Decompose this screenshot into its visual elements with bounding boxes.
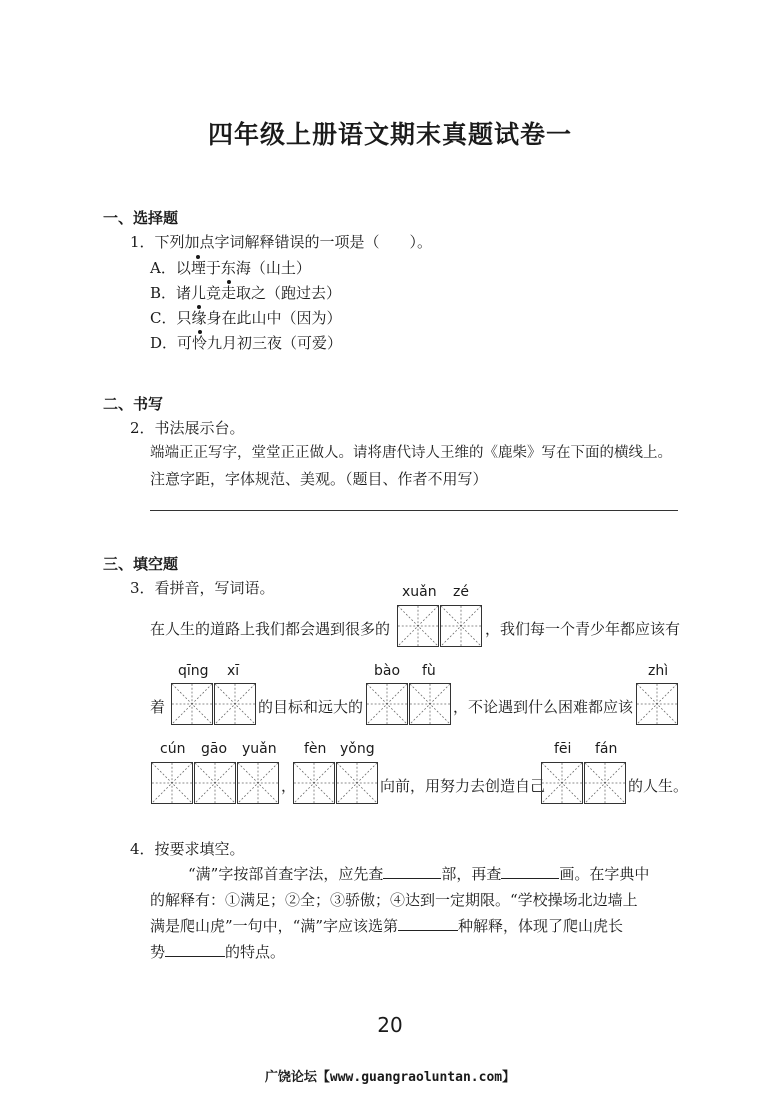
option-d-pre: D．可 — [150, 334, 193, 352]
pinyin-fen: fèn — [304, 741, 327, 757]
pinyin-xuan: xuǎn — [402, 584, 437, 600]
pinyin-yuan: yuǎn — [242, 741, 277, 757]
question-4-line-3 — [150, 916, 623, 936]
question-3: 3．看拼音，写词语。 — [130, 579, 275, 597]
option-b-post: 取之（跑过去） — [236, 284, 342, 302]
answer-blank[interactable] — [501, 864, 559, 879]
question-2: 2．书法展示台。 — [130, 419, 245, 437]
row1-text-a: 在人生的道路上我们都会遇到很多的 — [150, 620, 391, 638]
footer-site-name: 广饶论坛 — [264, 1070, 317, 1085]
pinyin-fan: fán — [595, 741, 618, 757]
option-b-pre: B．诸儿竞 — [150, 284, 222, 302]
char-grid-box[interactable] — [237, 762, 279, 804]
row2-text-b: 的目标和远大的 — [258, 698, 364, 716]
writing-line[interactable] — [150, 510, 678, 511]
row2-text-a: 着 — [150, 698, 166, 716]
option-c-pre: C．只 — [150, 309, 192, 327]
char-grid-box[interactable] — [541, 762, 583, 804]
option-a-post: 于东海（山土） — [205, 259, 311, 277]
pinyin-yong: yǒng — [340, 741, 375, 757]
q4-line1-text-c: 画。在字典中 — [559, 865, 650, 883]
pinyin-xi: xī — [227, 663, 240, 679]
pinyin-fu: fù — [422, 663, 436, 679]
option-a-dotted-char: 堙 — [190, 259, 206, 277]
footer-url[interactable]: www.guangraoluntan.com — [329, 1070, 503, 1085]
option-c-dotted-char: 缘 — [191, 309, 207, 327]
section-heading-choice: 一、选择题 — [103, 209, 179, 227]
question-4: 4．按要求填空。 — [130, 840, 245, 858]
q4-line4-text-a: 势 — [150, 943, 166, 961]
option-b[interactable] — [150, 283, 341, 303]
char-grid-box[interactable] — [366, 683, 408, 725]
pinyin-bao: bào — [374, 663, 401, 679]
page-number: 20 — [377, 1013, 403, 1037]
char-grid-box[interactable] — [336, 762, 378, 804]
answer-blank[interactable] — [165, 942, 225, 957]
question-4-line-1 — [188, 864, 649, 884]
option-b-dotted-char: 走 — [221, 284, 237, 302]
q4-line1-text-b: 部，再查 — [441, 865, 502, 883]
q4-line3-text-b: 种解释，体现了爬山虎长 — [458, 917, 624, 935]
pinyin-ze: zé — [453, 584, 469, 600]
char-grid-box[interactable] — [151, 762, 193, 804]
char-grid-box[interactable] — [214, 683, 256, 725]
question-2-instruction-2: 注意字距，字体规范、美观。（题目、作者不用写） — [150, 470, 488, 488]
row3-text-a: ， — [281, 777, 297, 795]
row3-text-b: 向前，用努力去创造自己 — [380, 777, 546, 795]
char-grid-box[interactable] — [293, 762, 335, 804]
pinyin-zhi: zhì — [648, 663, 669, 679]
option-c[interactable] — [150, 308, 342, 328]
char-grid-box[interactable] — [397, 605, 439, 647]
footer-watermark — [0, 1066, 780, 1085]
option-c-post: 身在此山中（因为） — [206, 309, 342, 327]
row2-text-c: ，不论遇到什么困难都应该 — [453, 698, 634, 716]
q4-line4-text-b: 的特点。 — [225, 943, 286, 961]
answer-blank[interactable] — [398, 916, 458, 931]
question-1: 1．下列加点字词解释错误的一项是（ ）。 — [130, 233, 433, 251]
char-grid-box[interactable] — [409, 683, 451, 725]
char-grid-box[interactable] — [194, 762, 236, 804]
footer-bracket-open: 【 — [316, 1070, 330, 1085]
row3-text-c: 的人生。 — [628, 777, 689, 795]
option-a[interactable] — [150, 258, 311, 278]
q4-line3-text-a: 满是爬山虎”一句中，“满”字应该选第 — [150, 917, 399, 935]
q4-line1-text-a: “满”字按部首查字法，应先查 — [188, 865, 384, 883]
answer-blank[interactable] — [383, 864, 441, 879]
char-grid-box[interactable] — [440, 605, 482, 647]
footer-bracket-close: 】 — [502, 1070, 516, 1085]
row1-text-b: ，我们每一个青少年都应该有 — [485, 620, 681, 638]
char-grid-box[interactable] — [171, 683, 213, 725]
pinyin-cun: cún — [160, 741, 186, 757]
pinyin-qing: qīng — [178, 663, 209, 679]
pinyin-gao: gāo — [201, 741, 228, 757]
option-d[interactable] — [150, 333, 342, 353]
char-grid-box[interactable] — [636, 683, 678, 725]
section-heading-writing: 二、书写 — [103, 395, 164, 413]
option-a-pre: A．以 — [150, 259, 191, 277]
option-d-dotted-char: 怜 — [192, 334, 208, 352]
question-4-line-2: 的解释有：①满足；②全；③骄傲；④达到一定期限。“学校操场北边墙上 — [150, 891, 638, 909]
option-d-post: 九月初三夜（可爱） — [207, 334, 343, 352]
char-grid-box[interactable] — [584, 762, 626, 804]
pinyin-fei: fēi — [554, 741, 572, 757]
page-title: 四年级上册语文期末真题试卷一 — [207, 120, 572, 149]
question-4-line-4 — [150, 942, 285, 962]
question-2-instruction-1: 端端正正写字，堂堂正正做人。请将唐代诗人王维的《鹿柴》写在下面的横线上。 — [150, 445, 672, 461]
section-heading-fill: 三、填空题 — [103, 555, 179, 573]
